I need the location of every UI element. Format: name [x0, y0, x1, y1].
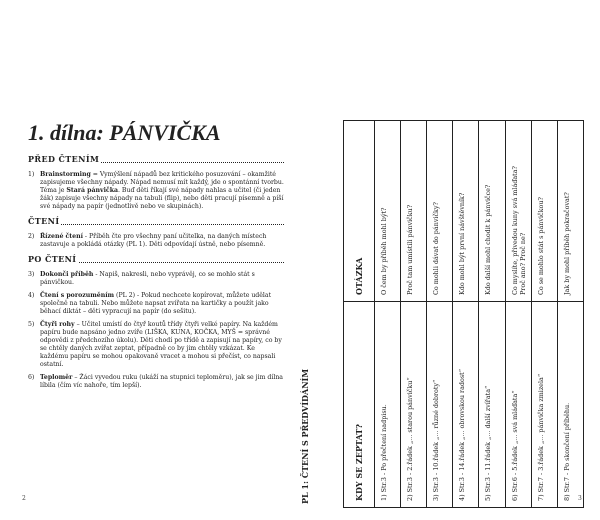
cell-divider [453, 301, 478, 302]
row-kdy: 3) Str.3 - 10.řádek „... různé dobroty“ [432, 379, 441, 501]
item-text: Čtyři rohy – Učitel umístí do čtyř koutů třídy čtyři velké papíry. Na každém papíru bude napsáno jedno zvíře (LIŠKA, KUNA, KOČKA, MYŠ = správné odpovědi z předchozího úkolu). Děti chodí po třídě a zapisují na papíry, co by se chtěly daných zvířat zeptat, případně co by jim chtěly vzkázat. Ke každému papíru se mohou opakovaně vracet a mohou si přečíst, co napsali ostatní. [40, 321, 282, 368]
row-otazka: Proč ano? Proč ne? [518, 232, 527, 295]
table-row [506, 121, 532, 507]
row-kdy: 1) Str.3 - Po přečtení nadpisu. [379, 404, 388, 501]
row-kdy: 2) Str.3 - 2.řádek „... starou pánvičku“ [406, 377, 415, 501]
cell-divider [506, 301, 531, 302]
list-item [28, 171, 284, 211]
left-page [28, 120, 284, 395]
section-heading [28, 254, 284, 265]
item-label: Brainstorming [40, 171, 91, 178]
dotted-leader [28, 224, 284, 225]
item-number: 1) [28, 171, 35, 178]
cell-divider [532, 301, 557, 302]
page-number-right: 3 [578, 495, 582, 502]
list-item [28, 233, 284, 249]
table-row [453, 121, 479, 507]
sections [28, 154, 284, 390]
worksheet-table [343, 120, 584, 508]
header-kdy: KDY SE ZEPTAT? [354, 424, 364, 501]
item-label: Čtyři rohy [40, 321, 75, 328]
row-kdy: 4) Str.3 - 14.řádek „... obrovskou radost“ [458, 369, 467, 501]
row-otazka: Co mohli dávat do pánvičky? [432, 202, 441, 295]
cell-divider [427, 301, 452, 302]
item-label: Teploměr [40, 374, 73, 381]
item-emphasis: Stará pánvička [66, 187, 118, 194]
item-number: 6) [28, 374, 35, 381]
cell-divider [344, 301, 374, 302]
section-heading [28, 154, 284, 165]
list-item [28, 271, 284, 287]
item-label: Řízené čtení [40, 233, 83, 240]
row-otazka: Kdo mohl být první návštěvník? [458, 192, 467, 295]
cell-divider [401, 301, 426, 302]
page-number-left: 2 [22, 495, 26, 502]
section-heading [28, 216, 284, 227]
table-row [479, 121, 505, 507]
table-row [401, 121, 427, 507]
list-item [28, 374, 284, 390]
worksheet-title: PL 1: ČTENÍ S PŘEDVÍDÁNÍM [300, 368, 310, 504]
table-row [532, 121, 558, 507]
row-otazka: O čem by příběh mohl být? [379, 207, 388, 295]
cell-divider [558, 301, 583, 302]
list-item [28, 292, 284, 316]
item-text: Brainstorming = Vymýšlení nápadů bez kritického posuzování – okamžité zapisujeme všechny nápady. Nápad nemusí mít každý, jde o spontánní tvorbu. Téma je Stará pánvička. Buď děti říkají své nápady nahlas a učitel (či jeden žák) zapisuje všechny nápady na tabuli (flip), nebo děti pracují písemně a píší své nápady na papír (jednotlivě nebo ve skupinách). [40, 171, 284, 210]
row-kdy: 8) Str.7 - Po skončení příběhu. [562, 402, 571, 501]
row-otazka: Co myslíte, přivedou kuny svá mláďata? [510, 166, 519, 295]
item-text: Čtení s porozuměním (PL 2) - Pokud nechcete kopírovat, můžete udělat společně na tabuli. Nebo můžete napsat zvířata na kartičky a použít jako běhací diktát – děti vypracují na papír (do sešitu). [40, 292, 272, 315]
table-header-column [344, 121, 375, 507]
header-otazka: OTÁZKA [354, 257, 364, 295]
row-kdy: 7) Str.7 - 3.řádek „... pánvička zmizela“ [536, 373, 545, 501]
item-number: 2) [28, 233, 35, 240]
row-otazka: Proč tam umístili pánvičku? [406, 204, 415, 295]
table-row [558, 121, 583, 507]
item-label: Dokonči příběh [40, 271, 94, 278]
section-heading-text: ČTENÍ [28, 216, 60, 226]
item-text: Dokonči příběh - Napiš, nakresli, nebo vyprávěj, co se mohlo stát s pánvičkou. [40, 271, 255, 286]
table-row [375, 121, 401, 507]
page-title: 1. dílna: PÁNVIČKA [28, 120, 221, 145]
row-otazka: Jak by mohl příběh pokračovat? [562, 192, 571, 295]
section-heading-text: PO ČTENÍ [28, 254, 77, 264]
row-otazka: Kdo další mohl chodit k pánvičce? [484, 184, 493, 295]
cell-divider [479, 301, 504, 302]
row-kdy: 6) Str.6 - 5.řádek „... svá mláďata“ [510, 390, 519, 501]
list-item [28, 321, 284, 369]
item-number: 4) [28, 292, 35, 299]
row-kdy: 5) Str.3 - 11.řádek „... další zvířata“ [484, 385, 493, 501]
item-number: 5) [28, 321, 35, 328]
item-text: Řízené čtení - Příběh čte pro všechny paní učitelka, na daných místech zastavuje a pokládá otázky (PL 1). Děti odpovídají ústně, nebo písemně. [40, 233, 267, 248]
section-heading-text: PŘED ČTENÍM [28, 154, 100, 164]
item-number: 3) [28, 271, 35, 278]
cell-divider [375, 301, 400, 302]
item-label: Čtení s porozuměním [40, 292, 115, 299]
row-otazka: Co se mohlo stát s pánvičkou? [536, 197, 545, 295]
table-row [427, 121, 453, 507]
item-text: Teploměr – Žáci vyvedou ruku (ukáží na stupnici teploměru), jak se jim dílna líbila (čím víc nahoře, tím lepší). [40, 374, 283, 389]
